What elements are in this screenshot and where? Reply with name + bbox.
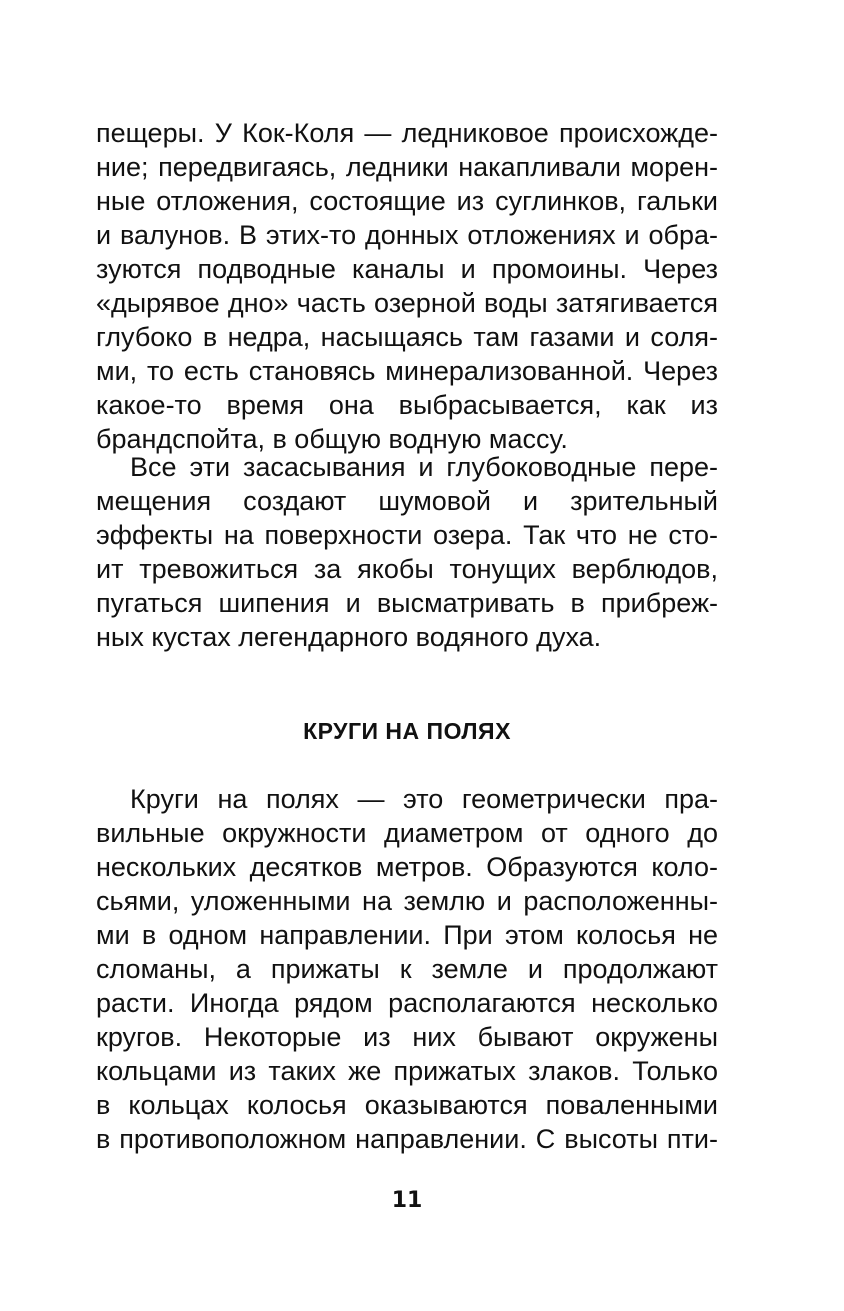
text-line: ми, то есть становясь минерализованной. Через xyxy=(96,356,718,386)
text-line: пугаться шипения и высматривать в прибреж- xyxy=(96,588,718,618)
section-heading: КРУГИ НА ПОЛЯХ xyxy=(303,718,511,744)
text-line: сьями, уложенными на землю и расположенны- xyxy=(96,886,718,916)
text-line: кругов. Некоторые из них бывают окружены xyxy=(96,1022,718,1052)
text-line: ние; передвигаясь, ледники накапливали морен- xyxy=(96,152,718,182)
text-line: кольцами из таких же прижатых злаков. Только xyxy=(96,1056,718,1086)
text-line: мещения создают шумовой и зрительный xyxy=(96,486,718,516)
text-line: Все эти засасывания и глубоководные пере- xyxy=(130,452,718,482)
text-line: вильные окружности диаметром от одного до xyxy=(96,818,718,848)
text-line: в кольцах колосья оказываются поваленными xyxy=(96,1090,718,1120)
text-line: ных кустах легендарного водяного духа. xyxy=(96,622,602,652)
text-line: ми в одном направлении. При этом колосья не xyxy=(96,920,718,950)
text-line: сломаны, а прижаты к земле и продолжают xyxy=(96,954,718,984)
text-line: в противоположном направлении. С высоты пти- xyxy=(96,1124,718,1154)
page-number: 11 xyxy=(391,1188,423,1213)
text-line: «дырявое дно» часть озерной воды затягивается xyxy=(96,288,718,318)
paragraph-2 xyxy=(96,450,718,654)
text-line: брандспойта, в общую водную массу. xyxy=(96,424,568,454)
text-line: какое-то время она выбрасывается, как из xyxy=(96,390,718,420)
text-line: нескольких десятков метров. Образуются коло- xyxy=(96,852,718,882)
text-line: пещеры. У Кок-Коля — ледниковое происхожде- xyxy=(96,118,718,148)
text-line: ит тревожиться за якобы тонущих верблюдов, xyxy=(96,554,718,584)
text-line: расти. Иногда рядом располагаются несколько xyxy=(96,988,718,1018)
text-line: Круги на полях — это геометрически пра- xyxy=(130,784,718,814)
paragraph-1 xyxy=(96,116,718,456)
paragraph-3 xyxy=(96,782,718,1156)
text-line: ные отложения, состоящие из суглинков, гальки xyxy=(96,186,718,216)
text-line: зуются подводные каналы и промоины. Через xyxy=(96,254,718,284)
text-line: эффекты на поверхности озера. Так что не сто- xyxy=(96,520,718,550)
text-line: глубоко в недра, насыщаясь там газами и соля- xyxy=(96,322,718,352)
text-line: и валунов. В этих-то донных отложениях и обра- xyxy=(96,220,718,250)
